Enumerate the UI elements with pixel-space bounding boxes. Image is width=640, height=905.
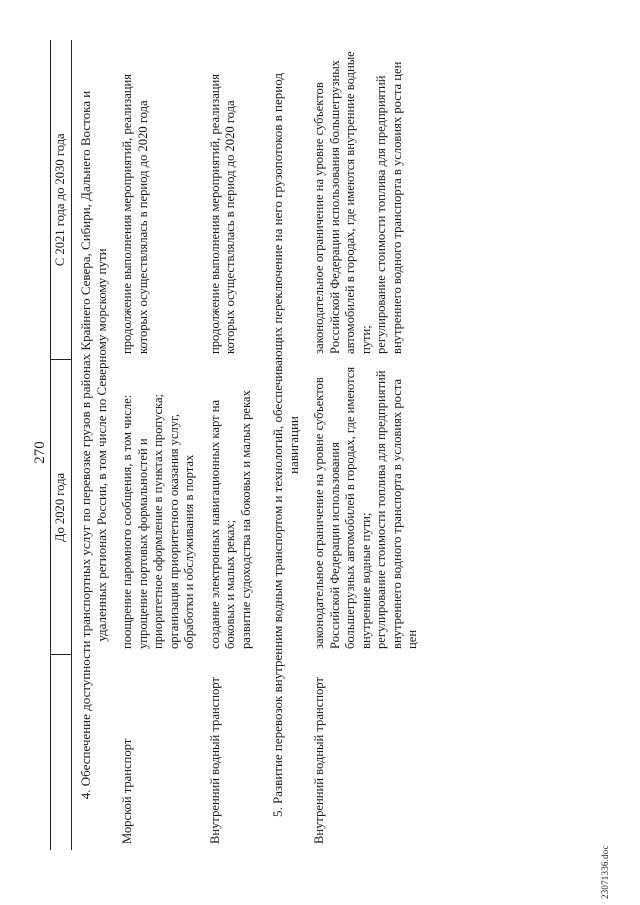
section-title-row [72,40,121,850]
section-title: 5. Развитие перевозок внутренним водным транспортом и технологий, обеспечивающих переключение на него грузопотоков в период навигации [270,73,301,817]
table-row [208,40,265,850]
from-2021-cell: продолжение выполнения мероприятий, реализация которых осуществлялась в период до 2020 года [120,73,150,354]
transport-mode-cell: Морской транспорт [120,738,134,844]
until-2020-cell: законодательное ограничение на уровне субъектов Российской Федерации использования большегрузных автомобилей в городах, где имеются внутренние водные пути; регулирование стоимости топлива для предприятий внутреннего водного транспорта в условиях роста цен [312,366,419,649]
from-2021-cell: законодательное ограничение на уровне субъектов Российской Федерации использования большегрузных автомобилей в городах, где имеются внутренние водные пути; регулирование стоимости топлива для предприятий внутреннего водного транспорта в условиях роста цен [312,51,404,354]
document-code: 23071336.doc [600,845,610,899]
table-row [312,40,431,850]
transport-mode-cell: Внутренний водный транспорт [312,677,326,844]
section-title: 4. Обеспечение доступности транспортных услуг по перевозке грузов в районах Крайнего Севера, Сибири, Дальнего Востока и удаленных регионах России, в том числе по Северному морскому пути [78,90,109,800]
until-2020-cell: поощрение паромного сообщения, в том числе: упрощение портовых формальностей и приоритетное оформление в пунктах пропуска; организация приоритетного оказания услуг, обработки и обслуживания в портах [120,393,196,649]
header-mode [51,655,72,850]
from-2021-cell: продолжение выполнения мероприятий, реализация которых осуществлялась в период до 2020 года [207,73,237,354]
transport-mode-cell: Внутренний водный транспорт [207,677,222,844]
section-title-row [264,40,312,850]
header-until-2020: До 2020 года [51,360,72,655]
until-2020-cell: создание электронных навигационных карт на боковых и малых реках; развитие судоходства на боковых и малых реках [207,390,253,649]
measures-table [50,40,431,850]
table-row [120,40,208,850]
header-from-2021: С 2021 года до 2030 года [51,40,72,360]
table-header-row [51,40,72,850]
page-number: 270 [32,441,48,464]
